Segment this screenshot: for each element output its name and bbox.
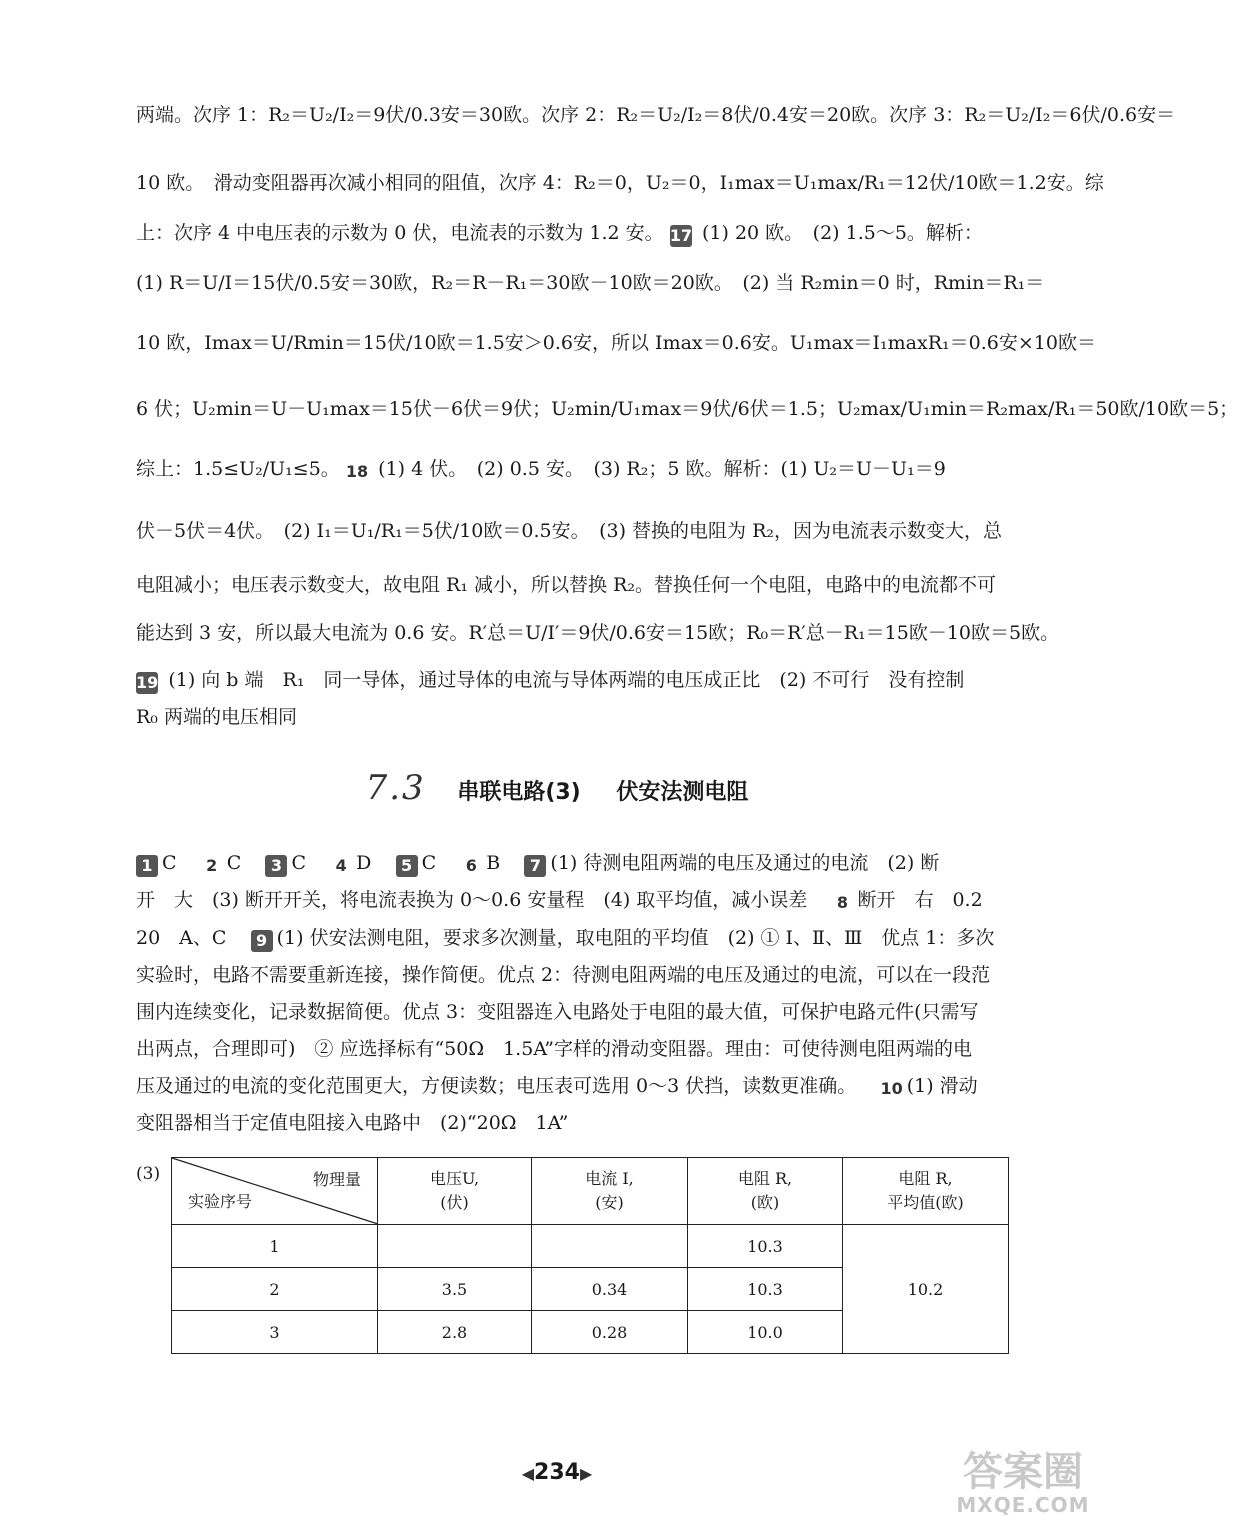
header-current-l1: 电流 I,	[585, 1169, 634, 1188]
page-number	[0, 1460, 1114, 1485]
answer-line-7	[136, 456, 1008, 483]
question-7-answer: (1) 待测电阻两端的电压及通过的电流 (2) 断	[550, 852, 940, 874]
answer-line-3	[136, 220, 1008, 247]
answer-line-9: 电阻减小；电压表示数变大，故电阻 R₁ 减小，所以替换 R₂。替换任何一个电阻，电路中的电流都不可	[136, 574, 996, 596]
answer-line-7-text: 综上：1.5≤U₂/U₁≤5。	[136, 458, 340, 480]
watermark-logo	[948, 1450, 1098, 1520]
question-10-badge: 10	[880, 1079, 903, 1098]
answer-line-10: 能达到 3 安，所以最大电流为 0.6 安。R′总＝U/I′＝9伏/0.6安＝15欧；R₀＝R′总－R₁＝15欧－10欧＝5欧。	[136, 622, 1060, 644]
header-average	[843, 1158, 1009, 1225]
header-resistance-l1: 电阻 R,	[737, 1169, 793, 1188]
table-header-row	[172, 1158, 1009, 1225]
cell-voltage: 2.8	[378, 1311, 532, 1354]
answer-line-4: (1) R＝U/I＝15伏/0.5安＝30欧，R₂＝R－R₁＝30欧－10欧＝20欧。 (2) 当 R₂min＝0 时，Rmin＝R₁＝	[136, 272, 1045, 294]
question-9-answer: (1) 伏安法测电阻，要求多次测量，取电阻的平均值 (2) ① Ⅰ、Ⅱ、Ⅲ 优点 1：多次	[276, 927, 995, 949]
cell-index: 1	[172, 1225, 378, 1268]
q10-line-2: 变阻器相当于定值电阻接入电路中 (2)“20Ω 1A”	[136, 1112, 569, 1134]
resistance-data-table	[171, 1157, 1009, 1354]
question-9-badge: 9	[251, 930, 273, 952]
header-average-l2: 平均值(欧)	[887, 1193, 964, 1212]
cell-index: 2	[172, 1268, 378, 1311]
question-3-badge: 3	[265, 855, 287, 877]
question-4-answer: D	[356, 852, 372, 874]
question-9-answer-end: 压及通过的电流的变化范围更大，方便读数；电压表可选用 0～3 伏挡，读数更准确。	[136, 1075, 857, 1097]
page-arrow-right-icon: ▶	[579, 1464, 593, 1483]
question-4-badge: 4	[335, 856, 347, 875]
header-current-l2: (安)	[595, 1193, 624, 1212]
question-7-answer-cont: 开 大 (3) 断开开关，将电流表换为 0～0.6 安量程 (4) 取平均值，减小误差	[136, 889, 808, 911]
question-8-answer: 断开 右 0.2	[857, 889, 983, 911]
question-3-answer: C	[291, 852, 306, 874]
question-18-answer: (1) 4 伏。 (2) 0.5 安。 (3) R₂；5 欧。解析：(1) U₂＝U－U₁＝9	[378, 458, 946, 480]
q9-q10-line	[136, 1073, 1008, 1100]
question-5-badge: 5	[396, 855, 418, 877]
question-7-badge: 7	[524, 855, 546, 877]
corner-label-trial: 实验序号	[188, 1192, 253, 1211]
question-19-badge: 19	[136, 673, 159, 692]
q9-line-4: 出两点，合理即可) ② 应选择标有“50Ω 1.5A”字样的滑动变阻器。理由：可使待测电阻两端的电	[136, 1038, 972, 1060]
cell-resistance: 10.3	[688, 1225, 843, 1268]
mc-answers-line	[136, 850, 1008, 877]
header-voltage-l2: (伏)	[440, 1193, 469, 1212]
question-17-badge: 17	[669, 226, 692, 245]
table-label: (3)	[136, 1164, 161, 1184]
cell-current	[532, 1225, 688, 1268]
question-19-answer: (1) 向 b 端 R₁ 同一导体，通过导体的电流与导体两端的电压成正比 (2) 不可行 没有控制	[168, 669, 965, 691]
corner-label-quantity: 物理量	[312, 1170, 361, 1189]
cell-resistance: 10.3	[688, 1268, 843, 1311]
question-2-badge: 2	[206, 856, 218, 875]
header-current	[532, 1158, 688, 1225]
cell-current: 0.34	[532, 1268, 688, 1311]
question-1-answer: C	[162, 852, 177, 874]
cell-voltage	[378, 1225, 532, 1268]
answer-line-1: 两端。次序 1：R₂＝U₂/I₂＝9伏/0.3安＝30欧。次序 2：R₂＝U₂/I₂＝8伏/0.4安＝20欧。次序 3：R₂＝U₂/I₂＝6伏/0.6安＝	[136, 104, 1176, 126]
header-voltage	[378, 1158, 532, 1225]
cell-resistance: 10.0	[688, 1311, 843, 1354]
question-6-answer: B	[486, 852, 501, 874]
q8-q9-line	[136, 925, 1008, 952]
question-5-answer: C	[421, 852, 437, 874]
question-2-answer: C	[226, 852, 242, 874]
table-row	[172, 1225, 1009, 1268]
question-8-answer-cont: 20 A、C	[136, 927, 227, 949]
question-17-answer: (1) 20 欧。 (2) 1.5～5。解析：	[702, 222, 983, 244]
answer-line-8: 伏－5伏＝4伏。 (2) I₁＝U₁/R₁＝5伏/10欧＝0.5安。 (3) 替换的电阻为 R₂，因为电流表示数变大，总	[136, 520, 1003, 542]
answer-line-3-text: 上：次序 4 中电压表的示数为 0 伏，电流表的示数为 1.2 安。	[136, 222, 664, 244]
answer-line-2: 10 欧。 滑动变阻器再次减小相同的阻值，次序 4：R₂＝0，U₂＝0，I₁max＝U₁max/R₁＝12伏/10欧＝1.2安。综	[136, 172, 1104, 194]
q9-line-2: 实验时，电路不需要重新连接，操作简便。优点 2：待测电阻两端的电压及通过的电流，可以在一段范	[136, 964, 991, 986]
watermark-line-1: 答案圈	[963, 1449, 1083, 1495]
cell-index: 3	[172, 1311, 378, 1354]
table-corner-cell	[172, 1158, 378, 1225]
cell-average-resistance: 10.2	[843, 1225, 1009, 1354]
page-number-value: 234	[534, 1460, 580, 1485]
question-8-badge: 8	[836, 893, 849, 912]
header-resistance	[688, 1158, 843, 1225]
question-6-badge: 6	[465, 856, 477, 875]
watermark-line-2: MXQE.COM	[956, 1493, 1090, 1517]
answer-line-11	[136, 667, 1008, 694]
cell-current: 0.28	[532, 1311, 688, 1354]
question-1-badge: 1	[136, 855, 158, 877]
q9-line-3: 围内连续变化，记录数据简便。优点 3：变阻器连入电路处于电阻的最大值，可保护电路元件(只需写	[136, 1001, 979, 1023]
question-18-badge: 18	[345, 462, 369, 481]
q7-q8-line	[136, 887, 1008, 914]
section-number: 7.3	[365, 768, 426, 808]
header-voltage-l1: 电压U,	[429, 1169, 480, 1188]
section-heading	[0, 768, 1114, 808]
header-resistance-l2: (欧)	[750, 1193, 780, 1212]
cell-voltage: 3.5	[378, 1268, 532, 1311]
answer-line-5: 10 欧，Imax＝U/Rmin＝15伏/10欧＝1.5安＞0.6安，所以 Imax＝0.6安。U₁max＝I₁maxR₁＝0.6安×10欧＝	[136, 332, 1096, 354]
question-10-answer: (1) 滑动	[906, 1075, 978, 1097]
answer-line-6: 6 伏；U₂min＝U－U₁max＝15伏－6伏＝9伏；U₂min/U₁max＝9伏/6伏＝1.5；U₂max/U₁min＝R₂max/R₁＝50欧/10欧＝5；	[136, 398, 1238, 420]
section-title: 串联电路(3)	[457, 780, 581, 805]
section-subtitle: 伏安法测电阻	[616, 780, 749, 805]
header-average-l1: 电阻 R,	[898, 1169, 953, 1188]
answer-line-12: R₀ 两端的电压相同	[136, 706, 297, 728]
page-arrow-left-icon: ◀	[521, 1464, 535, 1483]
